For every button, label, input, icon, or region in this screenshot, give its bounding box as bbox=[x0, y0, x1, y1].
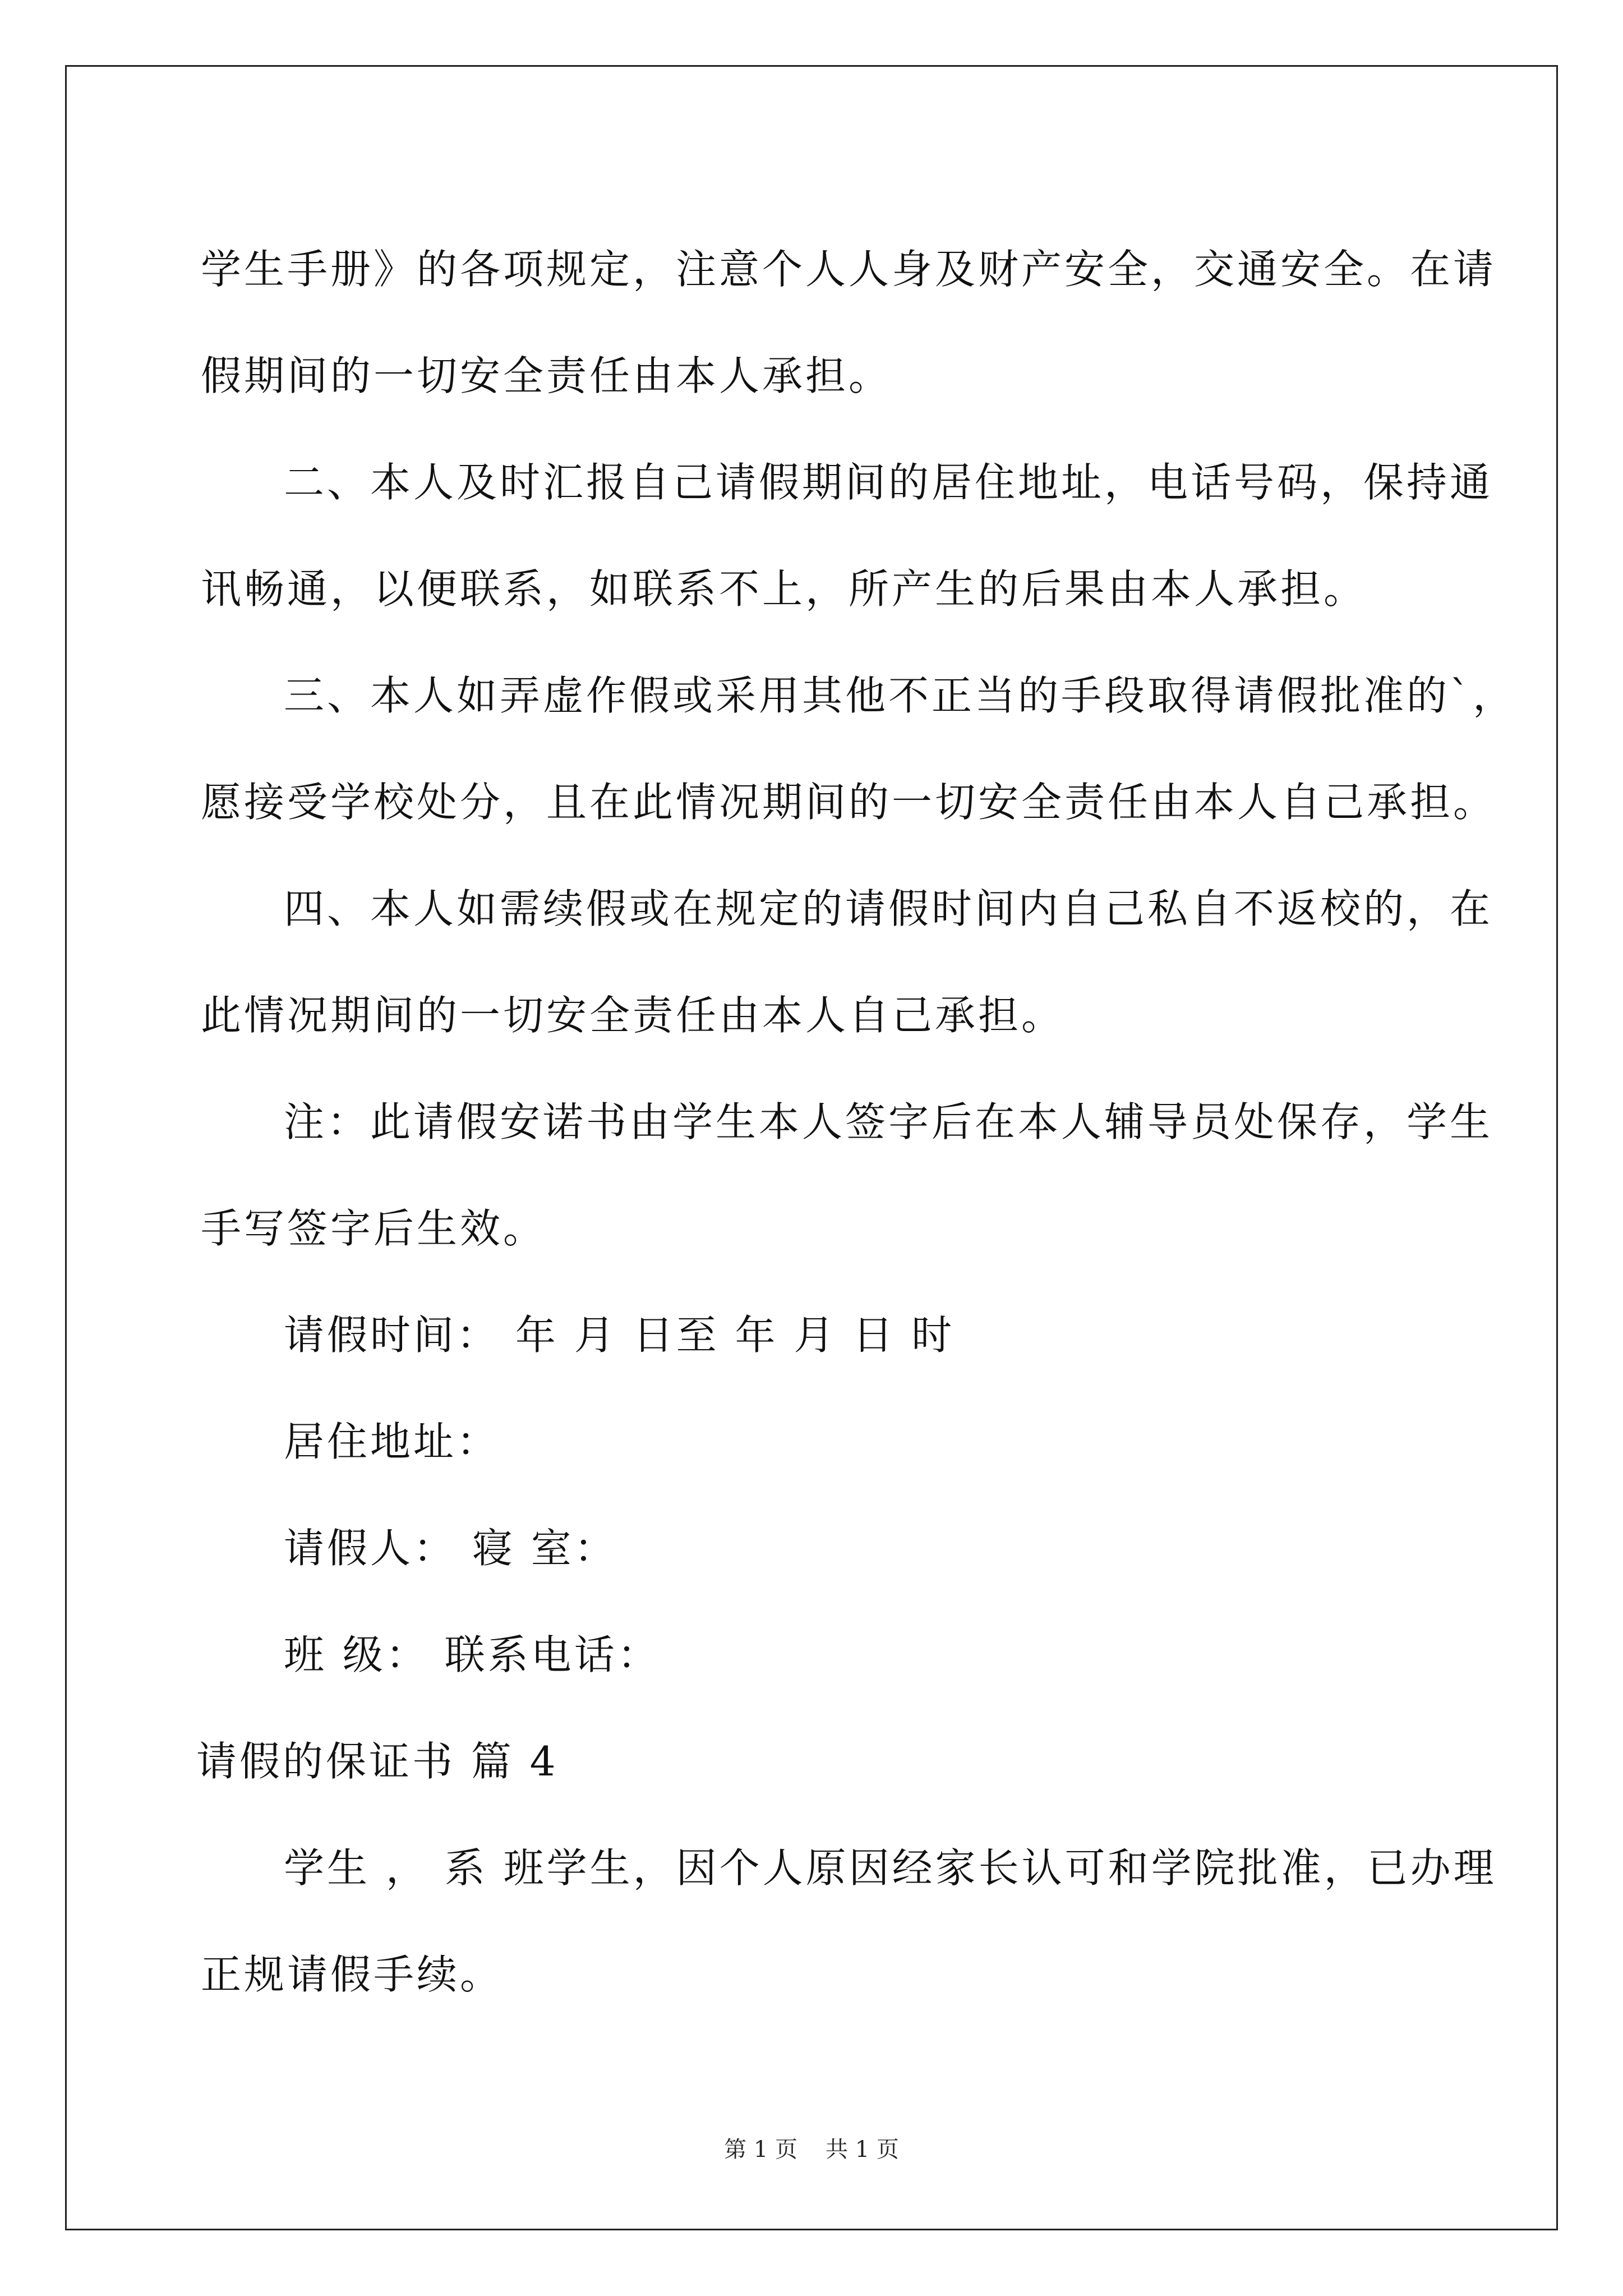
text-line-10: 手写签字后生效。 bbox=[201, 1205, 547, 1252]
text-line-1: 学生手册》的各项规定，注意个人人身及财产安全，交通安全。在请 bbox=[201, 246, 1497, 293]
text-line-17: 正规请假手续。 bbox=[201, 1951, 504, 1998]
address-field: 居住地址： bbox=[284, 1418, 500, 1465]
applicant-dorm-field: 请假人： 寝 室： bbox=[284, 1525, 617, 1572]
section-heading: 请假的保证书 篇 4 bbox=[196, 1738, 559, 1785]
text-line-2: 假期间的一切安全责任由本人承担。 bbox=[201, 352, 892, 399]
text-line-8: 此情况期间的一切安全责任由本人自己承担。 bbox=[201, 992, 1065, 1039]
page-number: 第 1 页 bbox=[724, 2137, 797, 2162]
leave-time-field: 请假时间： 年 月 日至 年 月 日 时 bbox=[284, 1312, 955, 1359]
text-line-4: 讯畅通，以便联系，如联系不上，所产生的后果由本人承担。 bbox=[201, 565, 1367, 613]
page-total: 共 1 页 bbox=[826, 2137, 899, 2162]
text-line-5: 三、本人如弄虚作假或采用其他不正当的手段取得请假批准的`， bbox=[284, 672, 1516, 719]
text-line-16: 学生 ， 系 班学生，因个人原因经家长认可和学院批准，已办理 bbox=[284, 1844, 1497, 1892]
document-body bbox=[196, 216, 1516, 2028]
text-line-7: 四、本人如需续假或在规定的请假时间内自己私自不返校的，在 bbox=[284, 885, 1493, 932]
text-line-3: 二、本人及时汇报自己请假期间的居住地址，电话号码，保持通 bbox=[284, 459, 1493, 506]
page-footer bbox=[0, 2132, 1623, 2164]
text-line-9: 注：此请假安诺书由学生本人签字后在本人辅导员处保存，学生 bbox=[284, 1098, 1493, 1145]
text-line-6: 愿接受学校处分，且在此情况期间的一切安全责任由本人自己承担。 bbox=[201, 779, 1497, 826]
class-phone-field: 班 级： 联系电话： bbox=[284, 1631, 661, 1678]
